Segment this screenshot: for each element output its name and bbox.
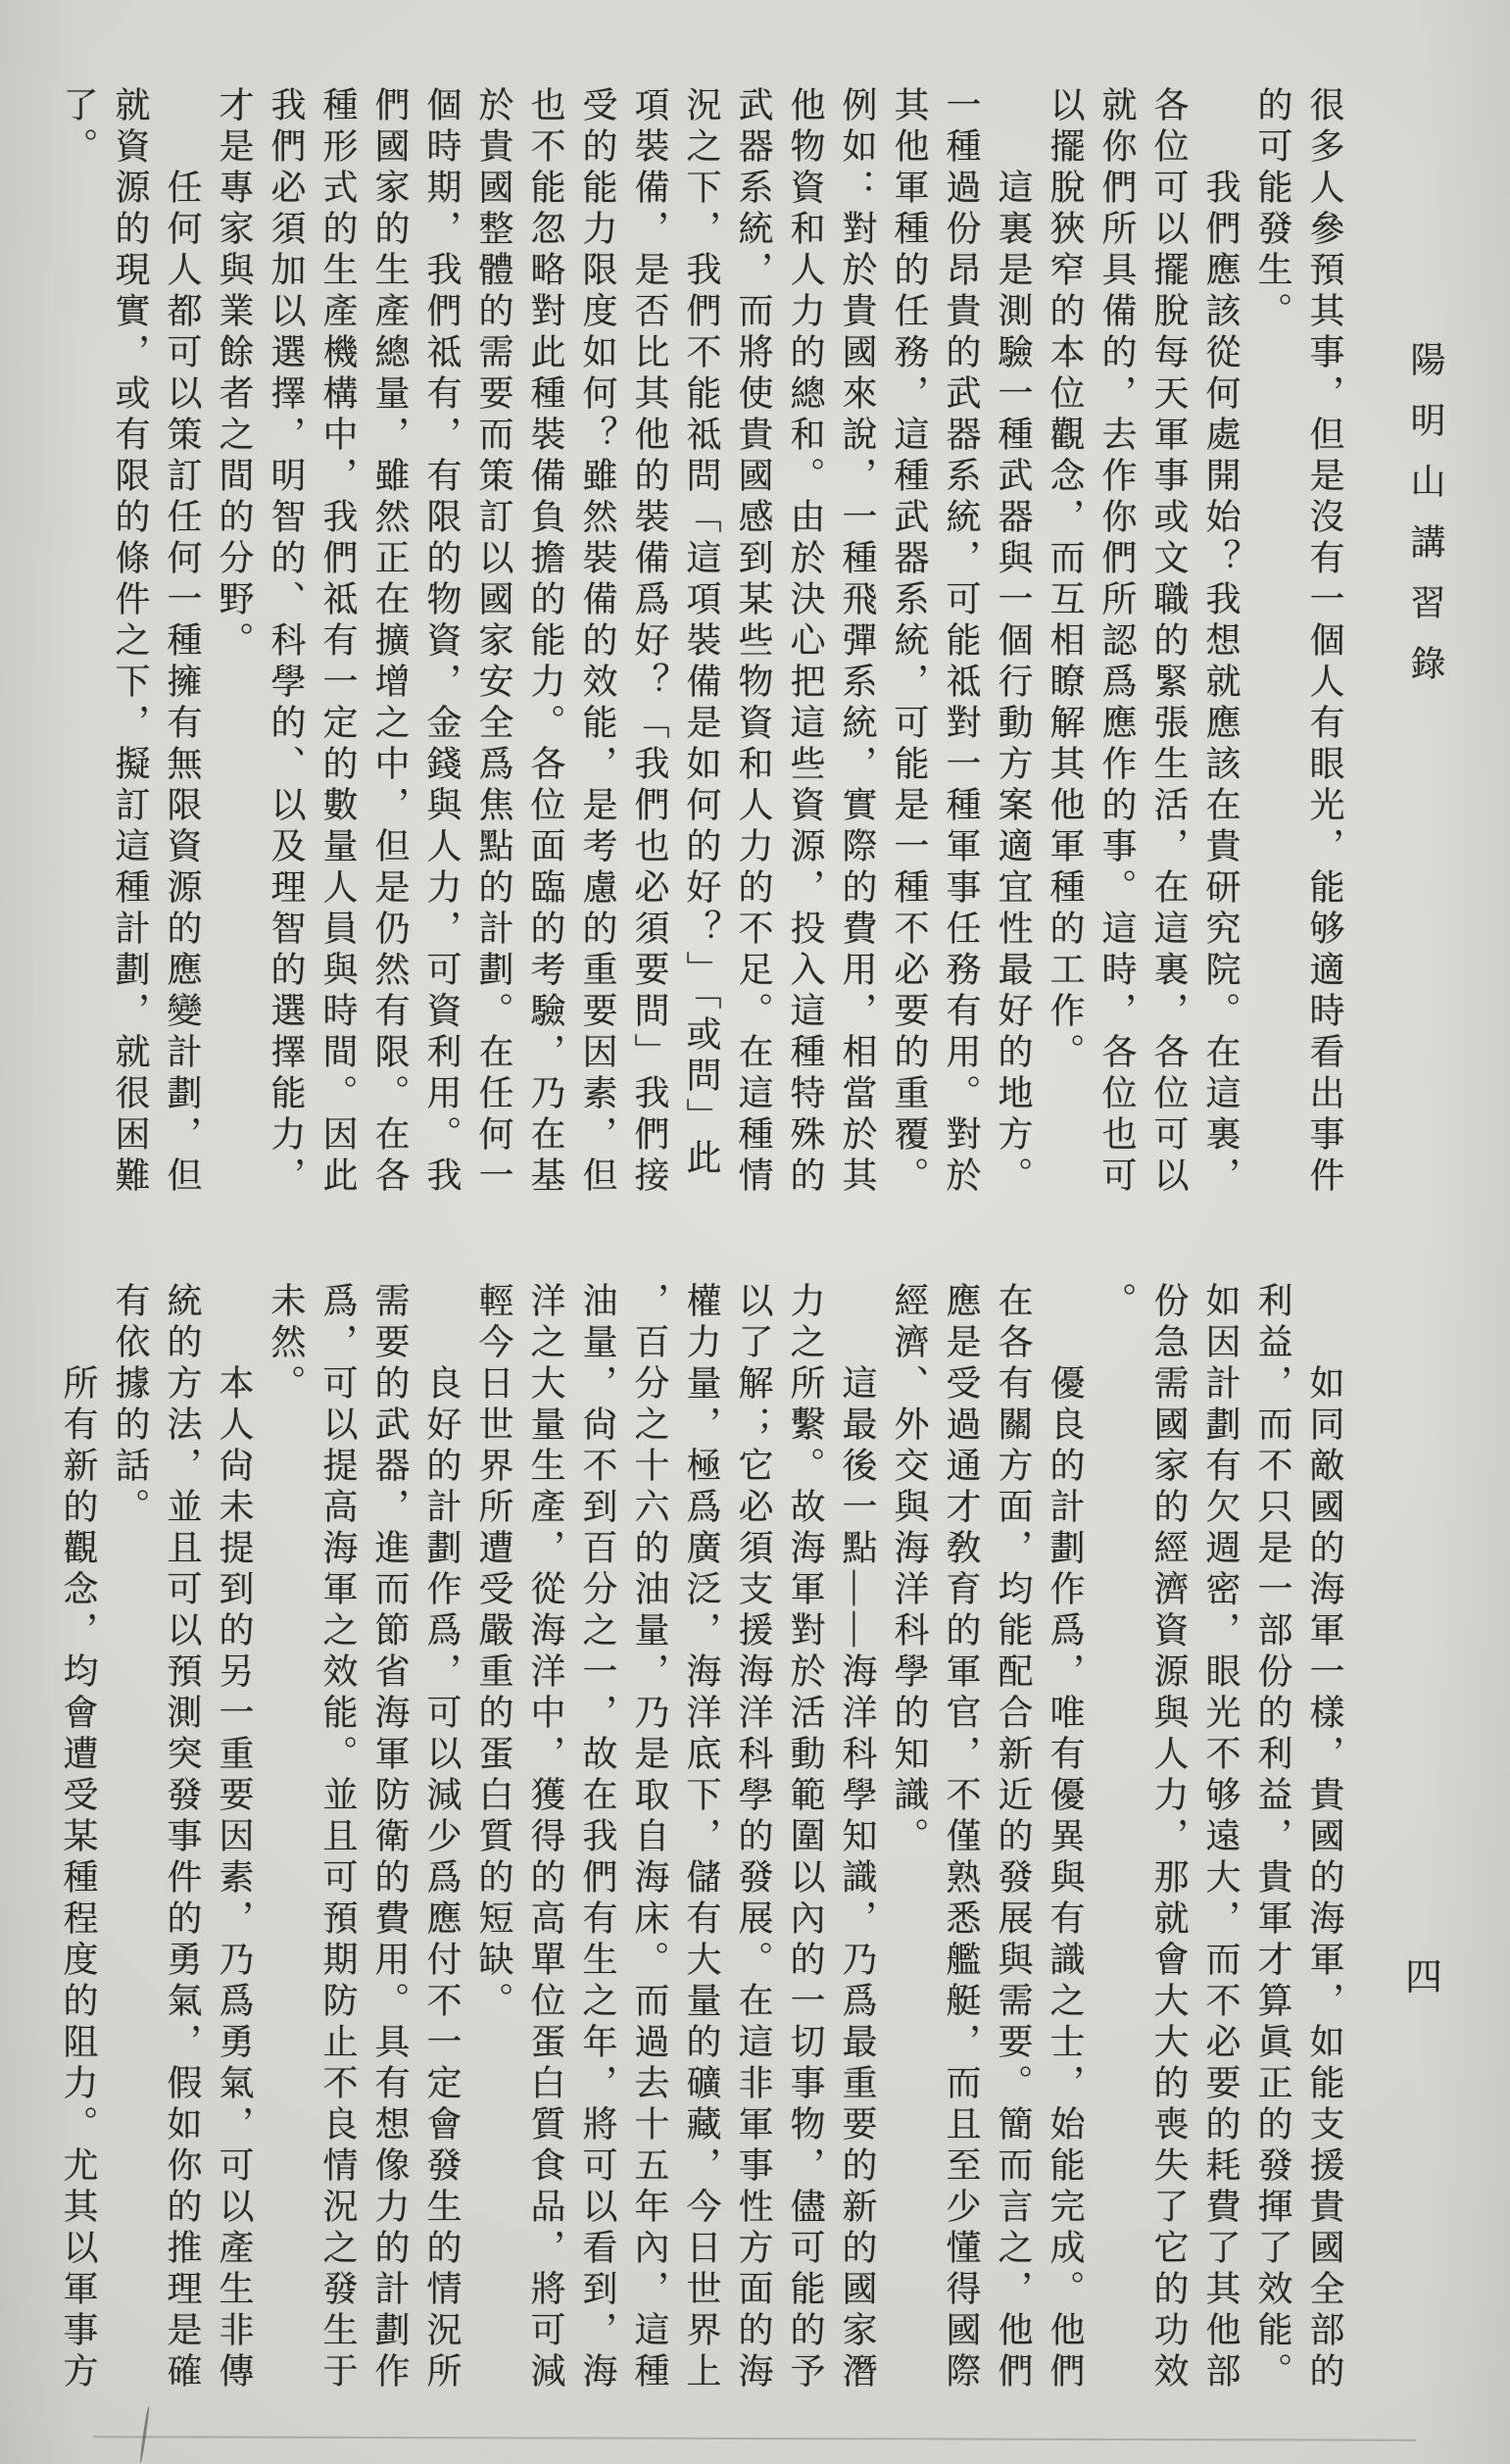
text-column: 本人尙未提到的另一重要因素，乃爲勇氣，可以產生非傳 (215, 1282, 254, 2393)
text-column: 以擺脫狹窄的本位觀念，而互相瞭解其他軍種的工作。 (1046, 86, 1085, 1074)
text-column: 才是專家與業餘者之間的分野。 (215, 86, 254, 663)
text-column: 權力量，極爲廣泛，海洋底下，儲有大量的礦藏，今日世界上 (682, 1282, 721, 2393)
text-column: 力之所繫。故海軍對於活動範圍以內的一切事物，儘可能的予 (786, 1282, 825, 2393)
text-column: 就資源的現實，或有限的條件之下，擬訂這種計劃，就很困難 (111, 86, 150, 1198)
text-column: 就你們所具備的，去作你們所認爲應作的事。這時，各位也可 (1097, 86, 1137, 1198)
text-column: 統的方法，並且可以預測突發事件的勇氣，假如你的推理是確 (163, 1282, 202, 2393)
text-column: 如同敵國的海軍一樣，貴國的海軍，如能支援貴國全部的 (1305, 1282, 1344, 2393)
text-column: 經濟、外交與海洋科學的知識。 (890, 1282, 929, 1858)
text-column: 。 (1097, 1282, 1137, 1323)
text-column: 例如：對於貴國來說，一種飛彈系統，實際的費用，相當於其 (838, 86, 877, 1198)
text-column: 份急需國家的經濟資源與人力，那就會大大的喪失了它的功效 (1149, 1282, 1189, 2393)
text-column: 在各有關方面，均能配合新近的發展與需要。簡而言之，他們 (994, 1282, 1033, 2393)
text-column: 良好的計劃作爲，可以減少爲應付不一定會發生的情況所 (422, 1282, 462, 2393)
text-column: 受的能力限度如何？雖然裝備的效能，是考慮的重要因素，但 (578, 86, 617, 1198)
text-column: 的可能發生。 (1253, 86, 1292, 333)
text-block-upper (52, 86, 1350, 1213)
text-column: 未然。 (267, 1282, 306, 1405)
text-column: 種形式的生產機構中，我們祗有一定的數量人員與時間。因此 (318, 86, 358, 1198)
text-column: 也不能忽略對此種裝備負擔的能力。各位面臨的考驗，乃在基 (526, 86, 565, 1198)
text-column: 應是受過通才敎育的軍官，不僅熟悉艦艇，而且至少懂得國際 (942, 1282, 981, 2393)
text-column: 其他軍種的任務，這種武器系統，可能是一種不必要的重覆。 (890, 86, 929, 1198)
text-column: 以了解；它必須支援海洋科學的發展。在這非軍事性方面的海 (734, 1282, 773, 2393)
text-column: 有依據的話。 (111, 1282, 150, 1529)
text-column: ，百分之十六的油量，乃是取自海床。而過去十五年內，這種 (630, 1282, 669, 2393)
text-column: 優良的計劃作爲，唯有優異與有識之士，始能完成。他們 (1046, 1282, 1085, 2393)
text-column: 這裏是測驗一種武器與一個行動方案適宜性最好的地方。 (994, 86, 1033, 1198)
text-column: 我們必須加以選擇，明智的、科學的、以及理智的選擇能力， (267, 86, 306, 1198)
text-column: 他物資和人力的總和。由於決心把這些資源，投入這種特殊的 (786, 86, 825, 1198)
bottom-rule-line (93, 2436, 1416, 2441)
text-column: 任何人都可以策訂任何一種擁有無限資源的應變計劃，但 (163, 86, 202, 1198)
text-column: 很多人參預其事，但是沒有一個人有眼光，能够適時看出事件 (1305, 86, 1344, 1198)
text-column: 爲，可以提高海軍之效能。並且可預期防止不良情況之發生于 (318, 1282, 358, 2393)
text-column: 如因計劃有欠週密，眼光不够遠大，而不必要的耗費了其他部 (1201, 1282, 1241, 2393)
text-column: 利益，而不只是一部份的利益，貴軍才算眞正的發揮了效能。 (1253, 1282, 1292, 2393)
scan-artifact-stroke (139, 2406, 150, 2463)
text-column: 武器系統，而將使貴國感到某些物資和人力的不足。在這種情 (734, 86, 773, 1198)
text-column: 各位可以擺脫每天軍事或文職的緊張生活，在這裏，各位可以 (1149, 86, 1189, 1198)
text-column: 洋之大量生產，從海洋中，獲得的高單位蛋白質食品，將可減 (526, 1282, 565, 2393)
text-column: 需要的武器，進而節省海軍防衛的費用。具有想像力的計劃作 (370, 1282, 410, 2393)
text-column: 項裝備，是否比其他的裝備爲好？「我們也必須要問」我們接 (630, 86, 669, 1198)
text-column: 們國家的生產總量，雖然正在擴增之中，但是仍然有限。在各 (370, 86, 410, 1198)
text-column: 我們應該從何處開始？我想就應該在貴研究院。在這裏， (1201, 86, 1241, 1198)
text-column: 了。 (59, 86, 98, 169)
text-column: 於貴國整體的需要而策訂以國家安全爲焦點的計劃。在任何一 (474, 86, 513, 1198)
text-column: 所有新的觀念，均會遭受某種程度的阻力。尤其以軍事方 (59, 1282, 98, 2393)
page-number: 四 (1405, 1957, 1443, 1998)
text-column: 一種過份昂貴的武器系統，可能祗對一種軍事任務有用。對於 (942, 86, 981, 1198)
text-column: 輕今日世界所遭受嚴重的蛋白質的短缺。 (474, 1282, 513, 2023)
text-column: 個時期，我們祗有，有限的物資，金錢與人力，可資利用。我 (422, 86, 462, 1198)
text-column: 這最後一點——海洋科學知識，乃爲最重要的新的國家潛 (838, 1282, 877, 2393)
running-title: 陽明山講習錄 (1406, 341, 1445, 706)
text-column: 況之下，我們不能祗問「這項裝備是如何的好？」「或問」此 (682, 86, 721, 1180)
text-column: 油量，尙不到百分之一，故在我們有生之年，將可以看到，海 (578, 1282, 617, 2393)
text-block-lower (52, 1282, 1350, 2409)
